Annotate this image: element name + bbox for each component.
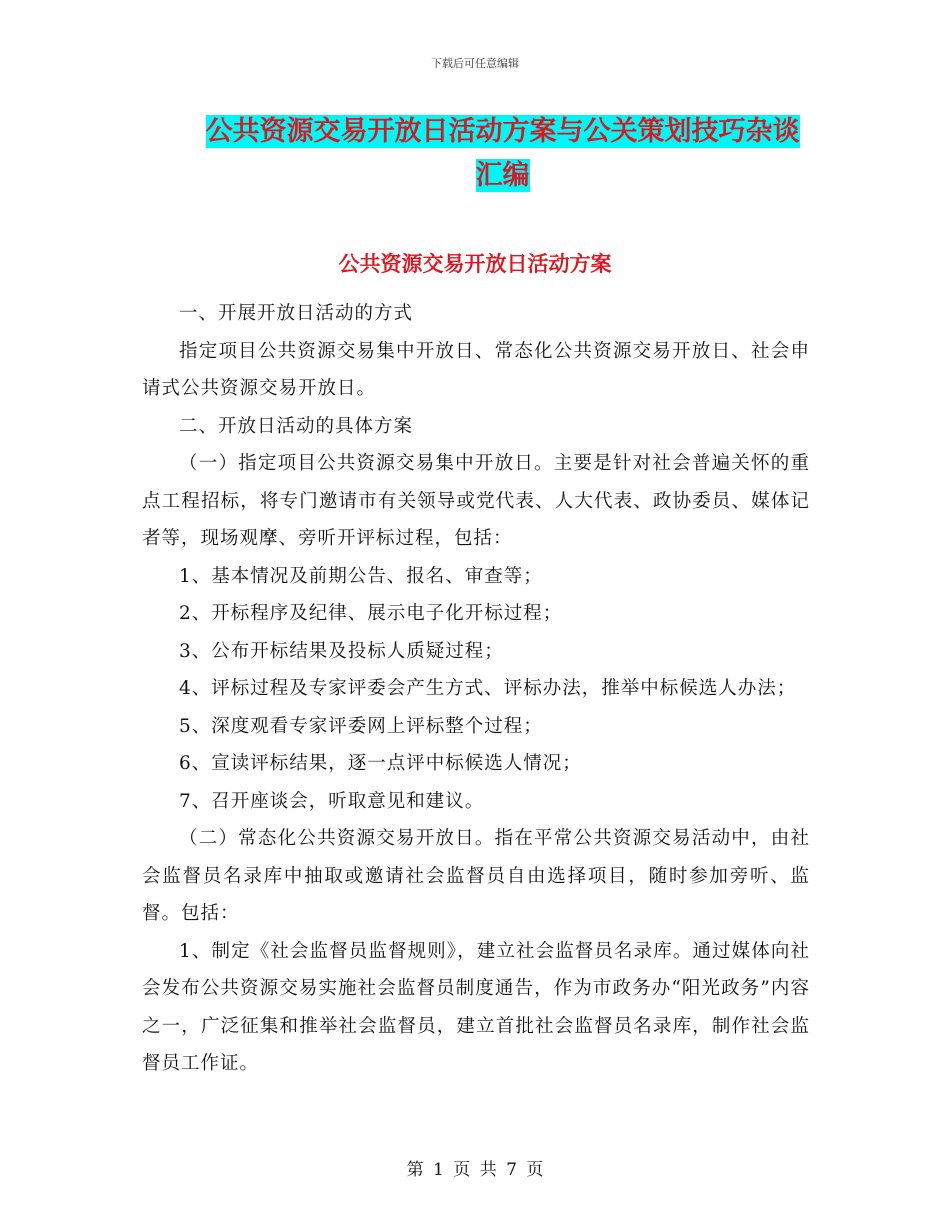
document-title: [195, 110, 810, 198]
paragraph: （二）常态化公共资源交易开放日。指在平常公共资源交易活动中，由社会监督员名录库中抽取或邀请社会监督员自由选择项目，随时参加旁听、监督。包括：: [142, 828, 810, 924]
header-note: 下载后可任意编辑: [431, 57, 519, 70]
paragraph: 5、深度观看专家评委网上评标整个过程；: [179, 715, 543, 737]
paragraph: 3、公布开标结果及投标人质疑过程；: [179, 640, 504, 662]
document-title-text: 公共资源交易开放日活动方案与公关策划技巧杂谈汇编: [205, 116, 800, 191]
paragraph: 1、基本情况及前期公告、报名、审查等；: [179, 565, 543, 587]
paragraph: 1、制定《社会监督员监督规则》，建立社会监督员名录库。通过媒体向社会发布公共资源交易实施社会监督员制度通告，作为市政务办“阳光政务”内容之一，广泛征集和推举社会监督员，建立首批社会监督员名录库，制作社会监督员工作证。: [142, 940, 810, 1074]
page-footer: 第 1 页 共 7 页: [406, 1160, 544, 1180]
paragraph: 4、评标过程及专家评委会产生方式、评标办法，推举中标候选人办法；: [179, 678, 797, 699]
section-title: 公共资源交易开放日活动方案: [338, 252, 612, 276]
document-body: [142, 295, 810, 1083]
paragraph: 二、开放日活动的具体方案: [179, 415, 414, 437]
paragraph: 指定项目公共资源交易集中开放日、常态化公共资源交易开放日、社会申请式公共资源交易开放日。: [142, 340, 810, 399]
paragraph: 7、召开座谈会，听取意见和建议。: [179, 790, 485, 812]
paragraph: 6、宣读评标结果，逐一点评中标候选人情况；: [179, 753, 582, 774]
paragraph: （一）指定项目公共资源交易集中开放日。主要是针对社会普遍关怀的重点工程招标，将专门邀请市有关领导或党代表、人大代表、政协委员、媒体记者等，现场观摩、旁听开评标过程，包括：: [142, 453, 810, 549]
paragraph: 一、开展开放日活动的方式: [179, 303, 414, 324]
paragraph: 2、开标程序及纪律、展示电子化开标过程；: [179, 603, 563, 624]
